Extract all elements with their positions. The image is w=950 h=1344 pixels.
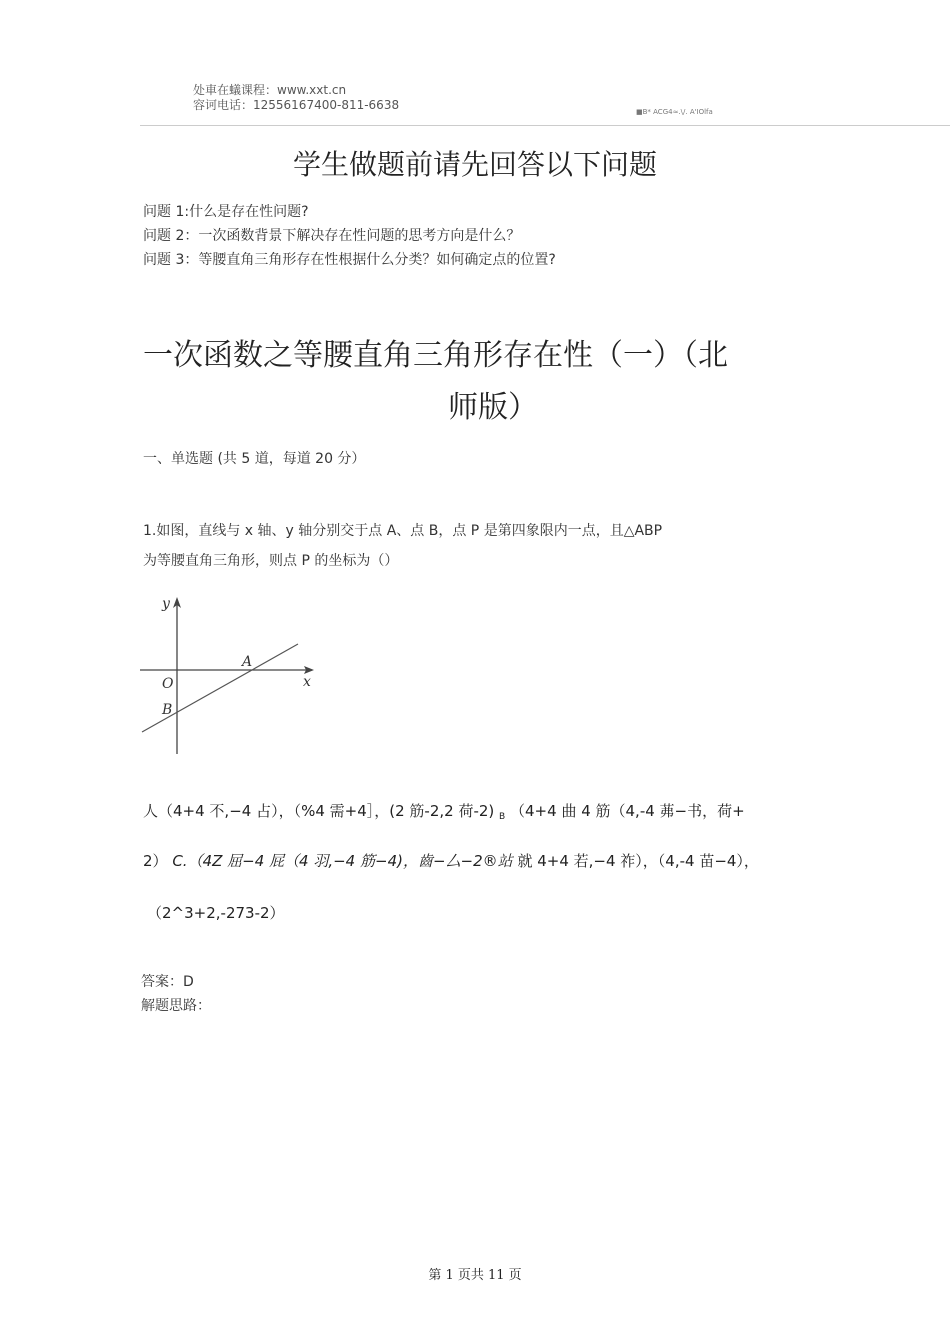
section-heading: 一、单选题 (共 5 道，每道 20 分）	[143, 451, 366, 467]
answer-options-line1	[143, 800, 745, 822]
option-c-text: C.（4Z 屈−4 屁（4 羽,−4 筋−4)，齒−厶−2®站	[172, 852, 513, 870]
x-axis-label: x	[303, 674, 311, 690]
header-divider	[140, 125, 950, 126]
question-1-line2: 为等腰直角三角形，则点 P 的坐标为（）	[143, 553, 399, 569]
y-axis-label: y	[162, 596, 170, 612]
option-b-marker: B	[499, 812, 506, 822]
coordinate-graph	[140, 592, 325, 757]
answer-block	[141, 970, 211, 1018]
header-right-text: ■B* ACG4≈.\/. A'IOlfa	[636, 108, 713, 116]
option-b-text: （4+4 曲 4 筋（4,-4 茀−书，荷+	[510, 802, 745, 820]
prompt-question-3: 问题 3：等腰直角三角形存在性根据什么分类？如何确定点的位置?	[143, 252, 556, 268]
question-1-line1: 1.如图，直线与 x 轴、y 轴分别交于点 A、点 B，点 P 是第四象限内一点，且△ABP	[143, 523, 663, 539]
reasoning-label: 解题思路：	[141, 998, 211, 1014]
origin-label: O	[162, 676, 174, 692]
page-title: 学生做题前请先回答以下问题	[292, 148, 657, 181]
option-a-text: 人（4+4 不,−4 占），（%4 需+4］，(2 筋-2,2 荷-2)	[143, 802, 495, 820]
lesson-title-line1: 一次函数之等腰直角三角形存在性（一）（北	[143, 338, 728, 373]
point-a-label: A	[242, 654, 253, 670]
page-footer: 第 1 页共 11 页	[428, 1268, 522, 1283]
lesson-title-line2: 师版）	[448, 390, 538, 425]
answer-options-line2	[143, 850, 759, 871]
header-phone-line: 容诃电话：12556167400-811-6638	[193, 98, 400, 112]
option-line2-start: 2）	[143, 852, 168, 870]
answer-label: 答案：D	[141, 974, 194, 990]
point-b-label: B	[162, 702, 173, 718]
prompt-question-2: 问题 2：一次函数背景下解决存在性问题的思考方向是什么？	[143, 228, 521, 244]
answer-options-line3: （2^3+2,-273-2）	[147, 904, 285, 922]
question-1-text	[143, 516, 783, 576]
header-course-line: 处車在蟻课程：www.xxt.cn	[193, 83, 347, 97]
prompt-question-1: 问题 1:什么是存在性问题?	[143, 204, 309, 220]
option-d-text: 就 4+4 若,−4 祚），（4,-4 苗−4），	[517, 852, 759, 870]
lesson-title	[143, 330, 823, 434]
